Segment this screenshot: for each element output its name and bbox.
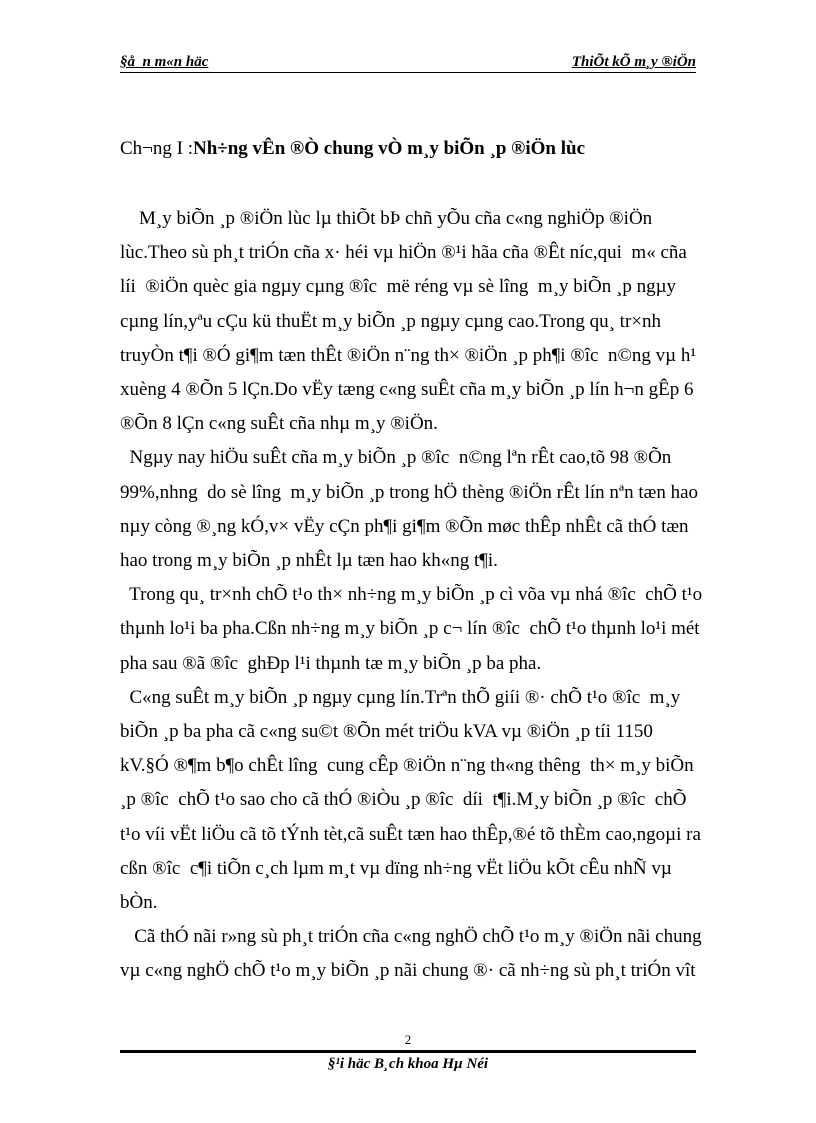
body-line: truyÒn t¶i ®Ó gi¶m tæn thÊt ®iÖn n¨ng th× ®iÖn ¸p ph¶i ®îc n©ng vµ h¹	[120, 344, 697, 366]
body-line: t¹o víi vËt liÖu cã tõ tÝnh tèt,cã suÊt tæn hao thÊp,®é tõ thÈm cao,ngoµi ra	[120, 823, 701, 845]
body-line: pha sau ®ã ®îc ghÐp l¹i thµnh tæ m¸y biÕn ¸p ba pha.	[120, 652, 542, 674]
body-line: Ngµy nay hiÖu suÊt cña m¸y biÕn ¸p ®îc n©ng lªn rÊt cao,tõ 98 ®Õn	[120, 447, 672, 469]
body-line: nµy còng ®¸ng kÓ,v× vËy cÇn ph¶i gi¶m ®Õn møc thÊp nhÊt cã thÓ tæn	[120, 515, 689, 537]
chapter-heading	[120, 138, 696, 160]
body-line: xuèng 4 ®Õn 5 lÇn.Do vËy tæng c«ng suÊt cña m¸y biÕn ¸p lín h¬n gÊp 6	[120, 379, 694, 401]
body-line: lùc.Theo sù ph¸t triÓn cña x· héi vµ hiÖn ®¹i hãa cña ®Êt níc,qui m« cña	[120, 242, 687, 264]
body-line: C«ng suÊt m¸y biÕn ¸p ngµy cµng lín.Trªn thÕ giíi ®· chÕ t¹o ®îc m¸y	[120, 686, 681, 708]
body-line: cßn ®îc c¶i tiÕn c¸ch lµm m¸t vµ dïng nh÷ng vËt liÖu kÕt cÊu nhÑ vµ	[120, 857, 672, 879]
body-line: Cã thÓ nãi r»ng sù ph¸t triÓn cña c«ng nghÖ chÕ t¹o m¸y ®iÖn nãi chung	[120, 926, 702, 948]
body-line: 99%,nhng do sè lîng m¸y biÕn ¸p trong hÖ thèng ®iÖn rÊt lín nªn tæn hao	[120, 481, 699, 503]
body-line: kV.§Ó ®¶m b¶o chÊt lîng cung cÊp ®iÖn n¨ng th«ng thêng th× m¸y biÕn	[120, 755, 694, 777]
chapter-prefix: Ch¬ng I :	[120, 138, 193, 159]
body-line: vµ c«ng nghÖ chÕ t¹o m¸y biÕn ¸p nãi chung ®· cã nh÷ng sù ph¸t triÓn vît	[120, 960, 696, 982]
chapter-title: Nh÷ng vÊn ®Ò chung vÒ m¸y biÕn ¸p ®iÖn lùc	[193, 138, 585, 159]
body-line: líi ®iÖn quèc gia ngµy cµng ®îc më réng vµ sè lîng m¸y biÕn ¸p ngµy	[120, 276, 677, 298]
body-line: bÒn.	[120, 892, 158, 914]
body-line: M¸y biÕn ¸p ®iÖn lùc lµ thiÕt bÞ chñ yÕu cña c«ng nghiÖp ®iÖn	[120, 208, 653, 229]
footer-rule	[120, 1050, 696, 1053]
body-text	[120, 202, 703, 989]
page-number: 2	[404, 1032, 412, 1047]
body-line: thµnh lo¹i ba pha.Cßn nh÷ng m¸y biÕn ¸p c¬ lín ®îc chÕ t¹o thµnh lo¹i mét	[120, 618, 700, 640]
header-right-title: ThiÕt kÕ m¸y ®iÖn	[571, 54, 696, 70]
footer-text: §¹i häc B¸ch khoa Hµ Néi	[327, 1056, 489, 1072]
body-line: Trong qu¸ tr×nh chÕ t¹o th× nh÷ng m¸y biÕn ¸p cì võa vµ nhá ®îc chÕ t¹o	[120, 584, 703, 606]
body-line: biÕn ¸p ba pha cã c«ng su©t ®Õn mét triÖu kVA vµ ®iÖn ¸p tíi 1150	[120, 721, 653, 743]
body-line: ®Õn 8 lÇn c«ng suÊt cña nhµ m¸y ®iÖn.	[120, 413, 438, 435]
body-line: cµng lín,yªu cÇu kü thuËt m¸y biÕn ¸p ngµy cµng cao.Trong qu¸ tr×nh	[120, 310, 661, 332]
header-left-title: §å_n m«n häc	[120, 54, 209, 70]
body-line: hao trong m¸y biÕn ¸p nhÊt lµ tæn hao kh«ng t¶i.	[120, 550, 498, 572]
page-header	[120, 52, 696, 73]
body-line: ¸p ®îc chÕ t¹o sao cho cã thÓ ®iÒu ¸p ®îc díi t¶i.M¸y biÕn ¸p ®îc chÕ	[120, 789, 687, 811]
